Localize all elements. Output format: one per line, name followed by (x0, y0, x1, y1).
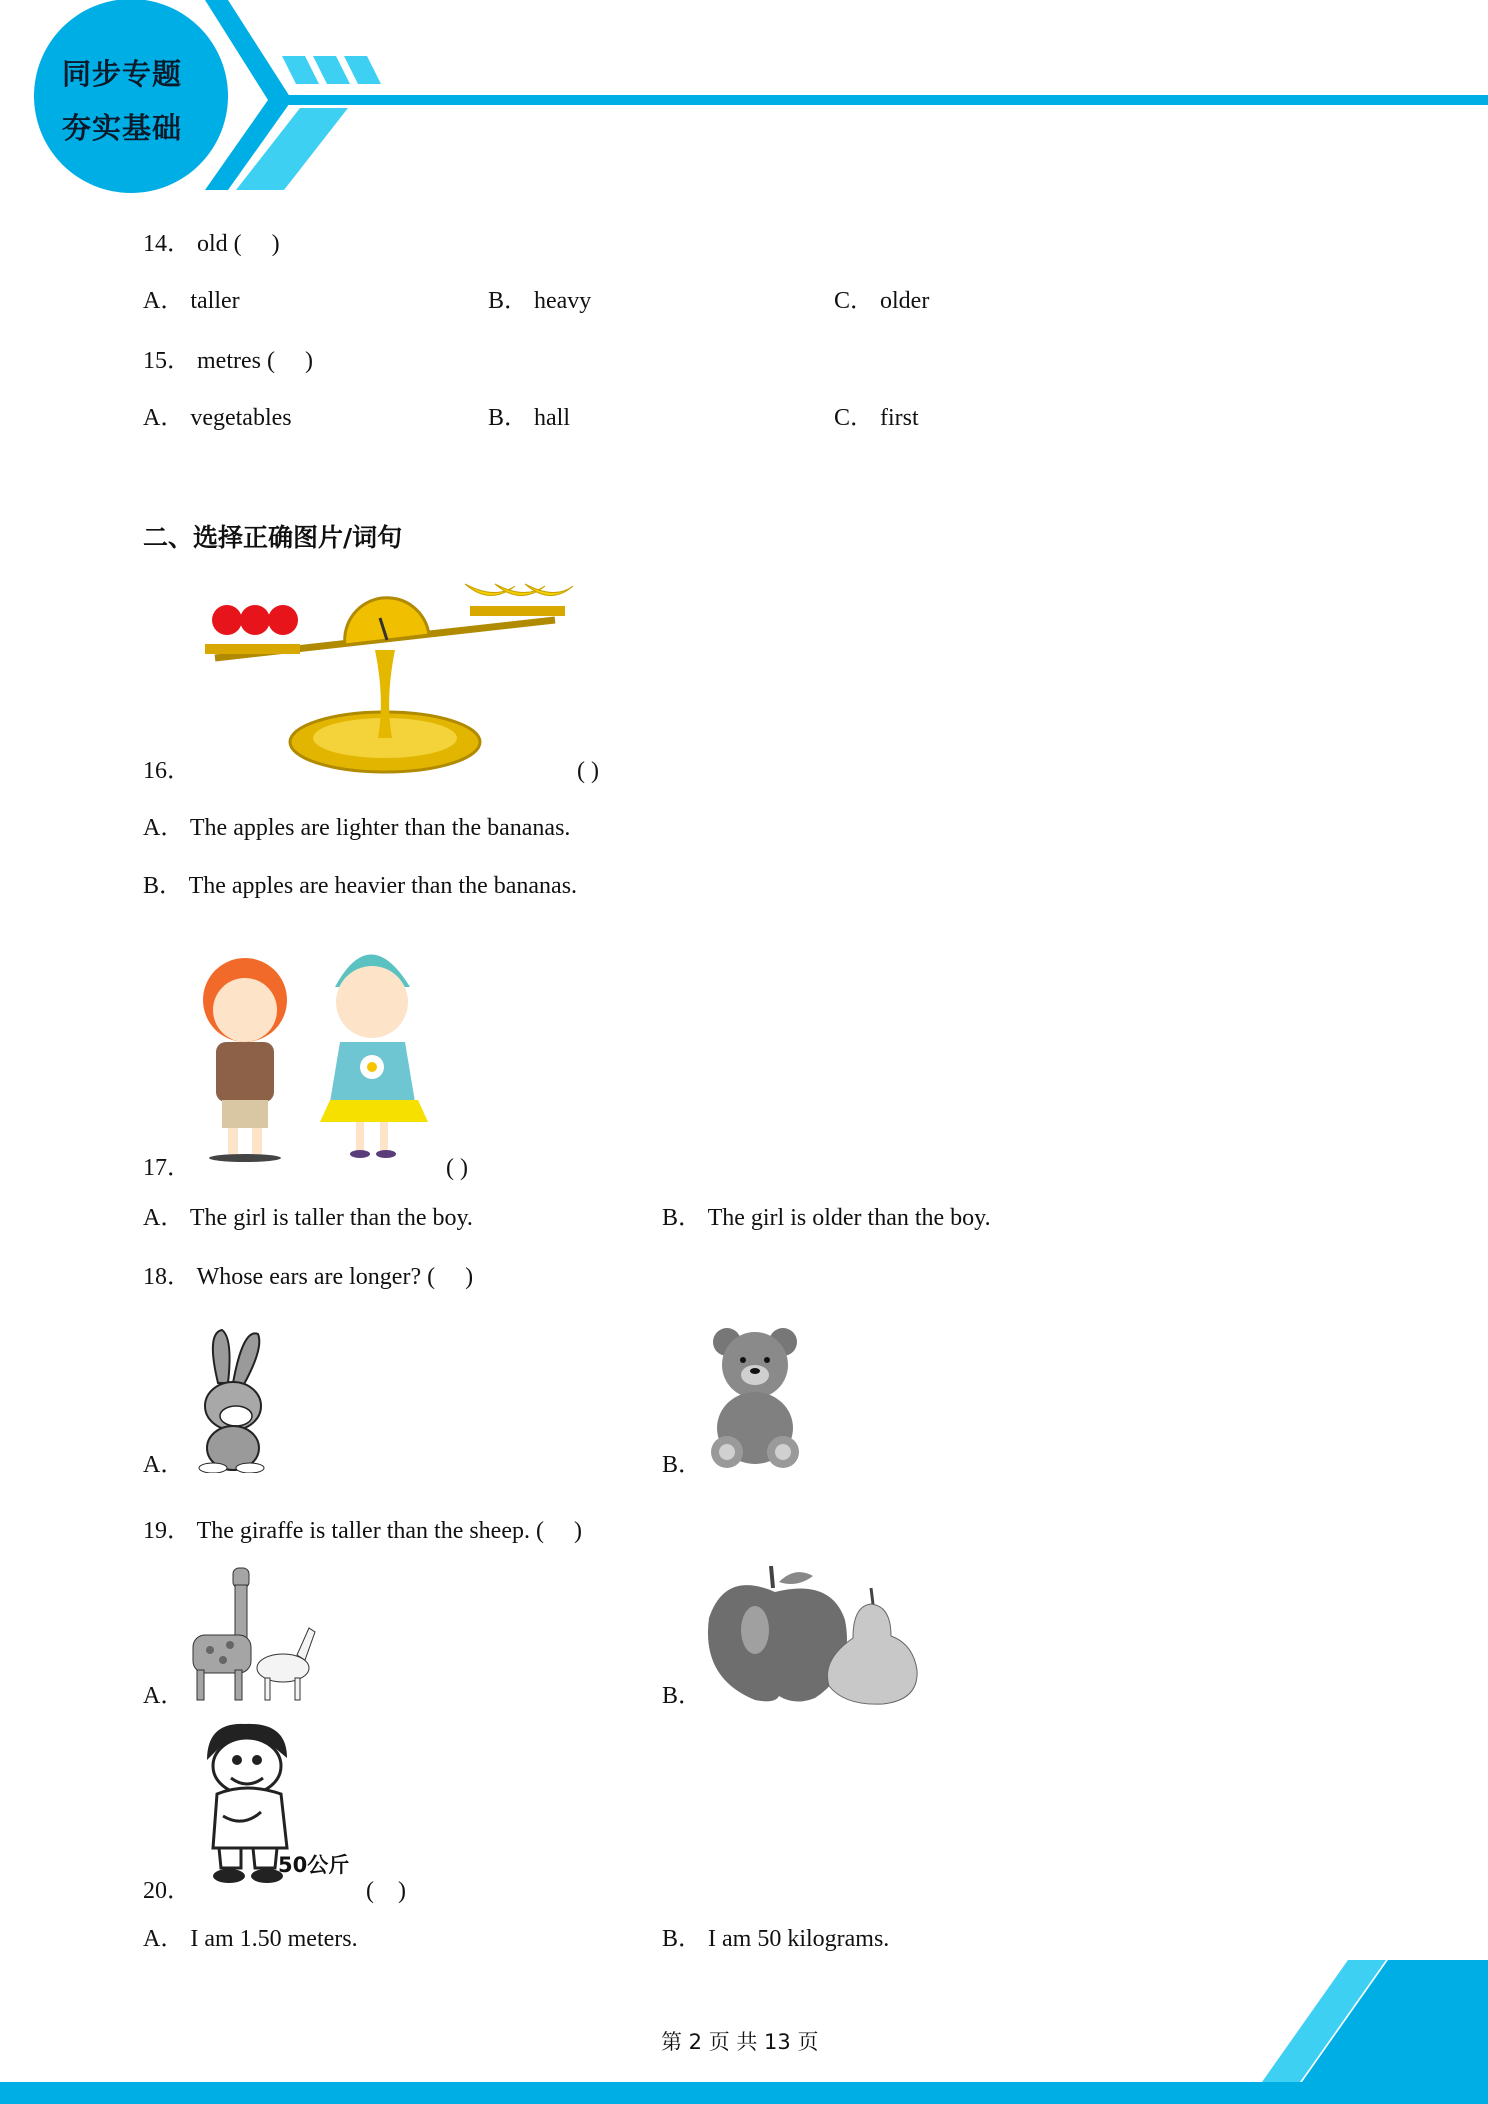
rabbit-icon[interactable] (188, 1328, 283, 1473)
header-title-line1: 同步专题 (62, 57, 183, 91)
teddy-bear-icon[interactable] (705, 1320, 805, 1475)
question-14-option-b[interactable]: B． heavy (488, 288, 592, 314)
apple-and-pear-icon[interactable] (705, 1560, 920, 1705)
question-18-option-a[interactable]: A． (143, 1452, 185, 1478)
question-20-option-a[interactable]: A． I am 1.50 meters. (143, 1926, 358, 1952)
question-15-option-b[interactable]: B． hall (488, 405, 570, 431)
question-16-paren[interactable]: ( ) (577, 758, 599, 784)
question-19-option-a[interactable]: A． (143, 1683, 185, 1709)
question-18-stem: 18． Whose ears are longer? ( ) (143, 1264, 474, 1290)
question-20-paren[interactable]: ( ) (366, 1878, 406, 1904)
question-18-option-b[interactable]: B． (662, 1452, 703, 1478)
question-17-option-b[interactable]: B． The girl is older than the boy. (662, 1205, 991, 1231)
weight-label: 50公斤 (278, 1853, 350, 1877)
header-decoration (0, 0, 1488, 200)
question-17-paren[interactable]: ( ) (446, 1155, 468, 1181)
question-14-option-c[interactable]: C． older (834, 288, 930, 314)
section-2-title: 二、选择正确图片/词句 (143, 523, 403, 552)
question-15-option-c[interactable]: C． first (834, 405, 919, 431)
header-title-line2: 夯实基础 (62, 111, 183, 145)
question-14-stem: 14． old ( ) (143, 231, 280, 257)
boy-and-girl-icon (200, 922, 440, 1167)
question-16-number: 16． (143, 758, 191, 784)
question-15-option-a[interactable]: A． vegetables (143, 405, 292, 431)
question-15-stem: 15． metres ( ) (143, 348, 313, 374)
question-19-option-b[interactable]: B． (662, 1683, 703, 1709)
question-14-option-a[interactable]: A． taller (143, 288, 240, 314)
question-17-number: 17． (143, 1155, 191, 1181)
question-16-option-b[interactable]: B． The apples are heavier than the bananas. (143, 873, 578, 899)
page-header (0, 0, 1488, 200)
page-number: 第 2 页 共 13 页 (661, 2030, 819, 2054)
giraffe-and-goat-icon[interactable] (185, 1560, 320, 1705)
question-19-stem: 19． The giraffe is taller than the sheep. ( ) (143, 1518, 582, 1544)
question-17-option-a[interactable]: A． The girl is taller than the boy. (143, 1205, 473, 1231)
balance-scale-icon (195, 570, 580, 780)
question-20-option-b[interactable]: B． I am 50 kilograms. (662, 1926, 890, 1952)
question-16-option-a[interactable]: A． The apples are lighter than the bananas. (143, 815, 571, 841)
question-20-number: 20． (143, 1878, 191, 1904)
